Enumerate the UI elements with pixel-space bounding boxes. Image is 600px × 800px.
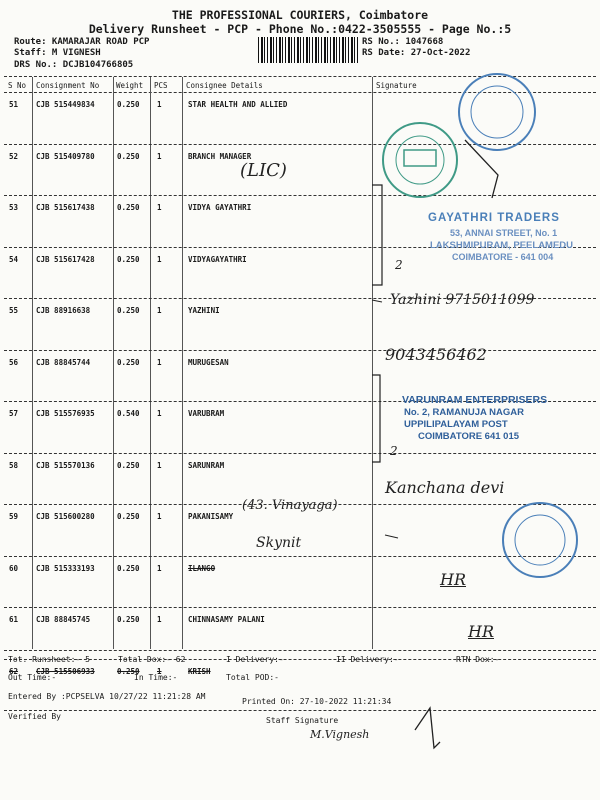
handwritten-hr-62: HR [468,622,494,641]
varunram-stamp-address: COIMBATORE 641 015 [418,431,520,442]
row-consignee: BRANCH MANAGER [188,151,252,161]
rtn-dox: RTN Dox:- [456,655,500,664]
staff-label: Staff: M VIGNESH [14,48,101,58]
row-sno: 52 [9,151,19,161]
row-weight: 0.250 [117,666,140,676]
row-consignee: ILANGO [188,563,216,573]
row-consignee: VARUBRAM [188,409,225,418]
col-signature: Signature [376,81,417,90]
row-pcs: 1 [157,460,162,470]
row-consignee: PAKANISAMY [188,512,234,521]
staff-signature-name: M.Vignesh [310,728,370,741]
row-pcs: 1 [157,666,162,676]
row-pcs: 1 [157,409,162,418]
varunram-stamp-address: UPPILIPALAYAM POST [404,419,508,430]
row-consignee: CHINNASAMY PALANI [188,615,265,624]
drs-label: DRS No.: DCJB104766805 [14,60,134,70]
row-sno: 56 [9,357,19,367]
printed-on: Printed On: 27-10-2022 11:21:34 [242,697,392,706]
gayathri-stamp-address: COIMBATORE - 641 004 [452,252,554,262]
row-consignee: MURUGESAN [188,357,229,367]
col-consignment: Consignment No [36,81,100,90]
row-sno: 55 [9,306,19,315]
row-consignment-no: CJB 88916638 [36,306,91,315]
staff-signature-label: Staff Signature [266,716,339,725]
varunram-stamp-address: No. 2, RAMANUJA NAGAR [404,407,524,418]
rs-date: RS Date: 27-Oct-2022 [362,48,471,58]
row-weight: 0.250 [117,151,140,161]
row-consignee: VIDYAGAYATHRI [188,254,247,264]
row-pcs: 1 [157,357,162,367]
out-time: Out Time:- [8,673,57,682]
row-consignment-no: CJB 515333193 [36,563,95,573]
row-consignment-no: CJB 515570136 [36,460,95,470]
row-pcs: 1 [157,100,162,109]
row-consignment-no: CJB 515600280 [36,512,95,521]
row-consignee: VIDYA GAYATHRI [188,203,252,212]
row-consignee: YAZHINI [188,306,220,315]
row-sno: 61 [9,615,19,624]
row-sno: 54 [9,254,19,264]
route-label: Route: KAMARAJAR ROAD PCP [14,37,150,47]
row-consignment-no: CJB 88845745 [36,615,91,624]
row-consignee: SARUNRAM [188,460,225,470]
row-consignee: KRISH [188,666,211,676]
handwritten-yazhini: Yazhini 9715011099 [390,292,535,308]
row-sno: 59 [9,512,19,521]
row-consignment-no: CJB 515506933 [36,666,95,676]
col-sno: S No [8,81,27,90]
row-pcs: 1 [157,306,162,315]
handwritten-mobile: 9043456462 [385,345,487,364]
col-consignee: Consignee Details [186,81,263,90]
row-consignment-no: CJB 88845744 [36,357,91,367]
row-consignment-no: CJB 515449834 [36,100,95,109]
row-weight: 0.250 [117,100,140,109]
rs-number: RS No.: 1047668 [362,37,444,47]
ii-delivery: II Delivery:- [336,655,399,664]
runsheet-title: THE PROFESSIONAL COURIERS, Coimbatore [171,8,429,22]
row-weight: 0.250 [117,254,140,264]
row-pcs: 1 [157,254,162,264]
row-sno: 62 [9,666,19,676]
handwritten-hr-61: HR [440,570,466,589]
handwritten-kanchana: Kanchana devi [385,478,505,497]
row-pcs: 1 [157,151,162,161]
row-weight: 0.250 [117,306,140,315]
i-delivery: I Delivery:- [226,655,284,664]
handwritten-lic: (LIC) [240,160,287,181]
row-sno: 53 [9,203,19,212]
row-consignment-no: CJB 515409780 [36,151,95,161]
col-weight: Weight [116,81,144,90]
row-weight: 0.250 [117,460,140,470]
row-pcs: 1 [157,203,162,212]
total-pod: Total POD:- [226,673,279,682]
row-pcs: 1 [157,512,162,521]
verified-by: Verified By [8,712,61,721]
varunram-stamp-name: VARUNRAM ENTERPRISERS [402,394,548,406]
row-consignment-no: CJB 515617438 [36,203,95,212]
in-time: In Time:- [134,673,178,682]
handwritten-skynit: Skynit [256,535,302,551]
row-weight: 0.250 [117,203,140,212]
handwritten-count: 2 [395,258,403,272]
handwritten-vinayaga: (43. Vinayaga) [242,498,338,513]
row-weight: 0.250 [117,563,140,573]
row-pcs: 1 [157,563,162,573]
gayathri-stamp-address: LAKSHMIPURAM, PEELAMEDU [430,240,574,251]
total-dox: Total Dox:- 62 [118,655,186,664]
row-weight: 0.250 [117,615,140,624]
row-consignment-no: CJB 515617428 [36,254,95,264]
row-sno: 60 [9,563,19,573]
row-consignee: STAR HEALTH AND ALLIED [188,100,288,109]
row-sno: 51 [9,100,19,109]
footer-top-rule [4,650,596,651]
row-pcs: 1 [157,615,162,624]
row-sno: 58 [9,460,19,470]
row-weight: 0.250 [117,512,140,521]
total-runsheet: Tot. Runsheet:- 5 [8,655,90,664]
entered-by: Entered By :PCPSELVA 10/27/22 11:21:28 AM [8,692,206,701]
col-pcs: PCS [154,81,168,90]
runsheet-subtitle: Delivery Runsheet - PCP - Phone No.:0422-3505555 - Page No.:5 [88,22,512,36]
row-weight: 0.250 [117,357,140,367]
row-sno: 57 [9,409,19,418]
gayathri-stamp-name: GAYATHRI TRADERS [428,212,560,224]
row-consignment-no: CJB 515576935 [36,409,95,418]
handwritten-count: 2 [390,444,398,458]
row-weight: 0.540 [117,409,140,418]
gayathri-stamp-address: 53, ANNAI STREET, No. 1 [450,228,558,238]
